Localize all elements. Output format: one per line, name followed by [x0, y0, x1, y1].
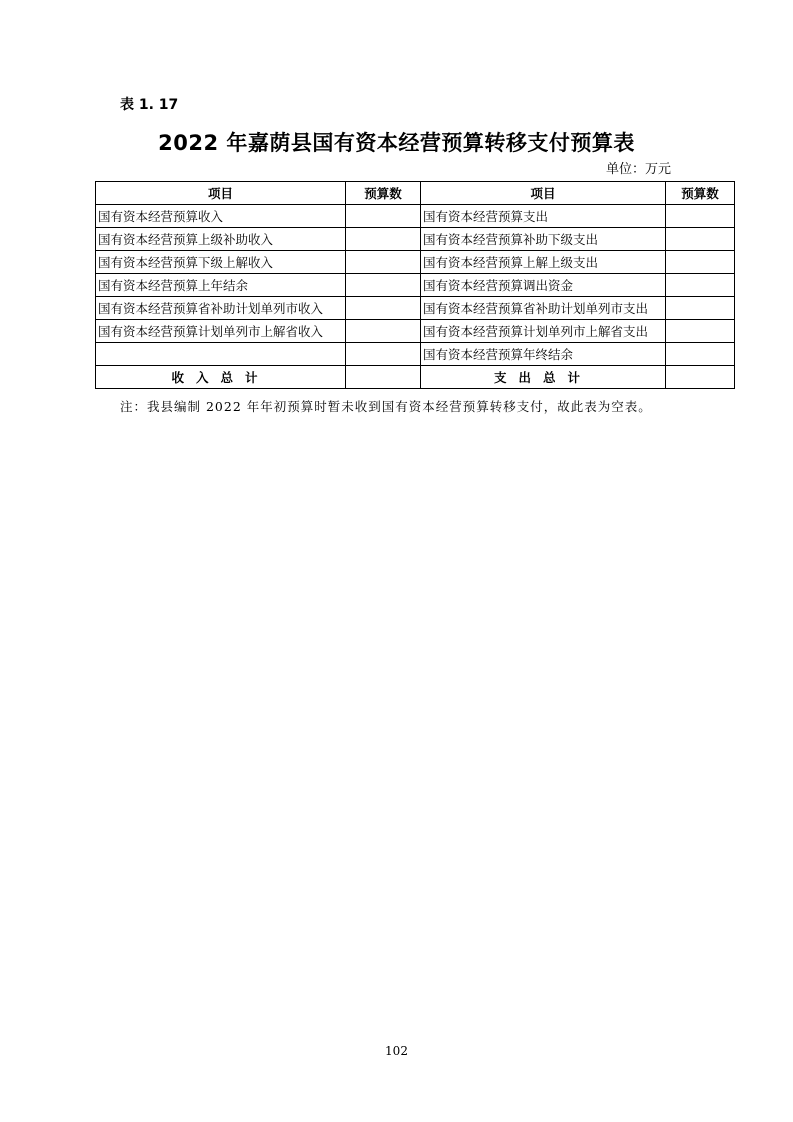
income-amount-cell: [346, 251, 421, 274]
column-header-expense-amount: 预算数: [666, 182, 735, 205]
footnote: 注：我县编制 2022 年年初预算时暂未收到国有资本经营预算转移支付，故此表为空表。: [120, 399, 652, 414]
page-number: 102: [385, 1044, 408, 1058]
table-row: [96, 205, 735, 228]
income-amount-cell: [346, 297, 421, 320]
column-header-income-amount: 预算数: [346, 182, 421, 205]
page-title: 2022 年嘉荫县国有资本经营预算转移支付预算表: [158, 131, 635, 155]
expense-amount-cell: [666, 320, 735, 343]
table-header-row: [96, 182, 735, 205]
table-row: [96, 251, 735, 274]
income-amount-cell: [346, 205, 421, 228]
expense-item-cell: 国有资本经营预算调出资金: [421, 274, 666, 297]
expense-item-cell: 国有资本经营预算计划单列市上解省支出: [421, 320, 666, 343]
income-total-amount: [346, 366, 421, 389]
expense-total-amount: [666, 366, 735, 389]
income-item-cell: 国有资本经营预算收入: [96, 205, 346, 228]
table-row: [96, 320, 735, 343]
total-row: [96, 366, 735, 389]
table-row: [96, 274, 735, 297]
expense-amount-cell: [666, 274, 735, 297]
expense-item-cell: 国有资本经营预算补助下级支出: [421, 228, 666, 251]
table-row: [96, 297, 735, 320]
income-item-cell: 国有资本经营预算省补助计划单列市收入: [96, 297, 346, 320]
expense-total-label: 支出总计: [421, 366, 666, 389]
expense-item-cell: 国有资本经营预算年终结余: [421, 343, 666, 366]
income-item-cell: [96, 343, 346, 366]
expense-amount-cell: [666, 297, 735, 320]
expense-amount-cell: [666, 205, 735, 228]
table-number: 表 1. 17: [120, 97, 179, 113]
column-header-expense-item: 项目: [421, 182, 666, 205]
income-amount-cell: [346, 343, 421, 366]
table-row: [96, 343, 735, 366]
income-item-cell: 国有资本经营预算上级补助收入: [96, 228, 346, 251]
budget-table: [95, 181, 735, 389]
income-amount-cell: [346, 320, 421, 343]
unit-label: 单位：万元: [605, 162, 671, 177]
income-total-label: 收入总计: [96, 366, 346, 389]
expense-item-cell: 国有资本经营预算支出: [421, 205, 666, 228]
income-item-cell: 国有资本经营预算下级上解收入: [96, 251, 346, 274]
income-amount-cell: [346, 228, 421, 251]
expense-item-cell: 国有资本经营预算上解上级支出: [421, 251, 666, 274]
expense-amount-cell: [666, 251, 735, 274]
expense-item-cell: 国有资本经营预算省补助计划单列市支出: [421, 297, 666, 320]
income-item-cell: 国有资本经营预算计划单列市上解省收入: [96, 320, 346, 343]
expense-amount-cell: [666, 343, 735, 366]
income-amount-cell: [346, 274, 421, 297]
expense-amount-cell: [666, 228, 735, 251]
income-item-cell: 国有资本经营预算上年结余: [96, 274, 346, 297]
column-header-income-item: 项目: [96, 182, 346, 205]
table-row: [96, 228, 735, 251]
